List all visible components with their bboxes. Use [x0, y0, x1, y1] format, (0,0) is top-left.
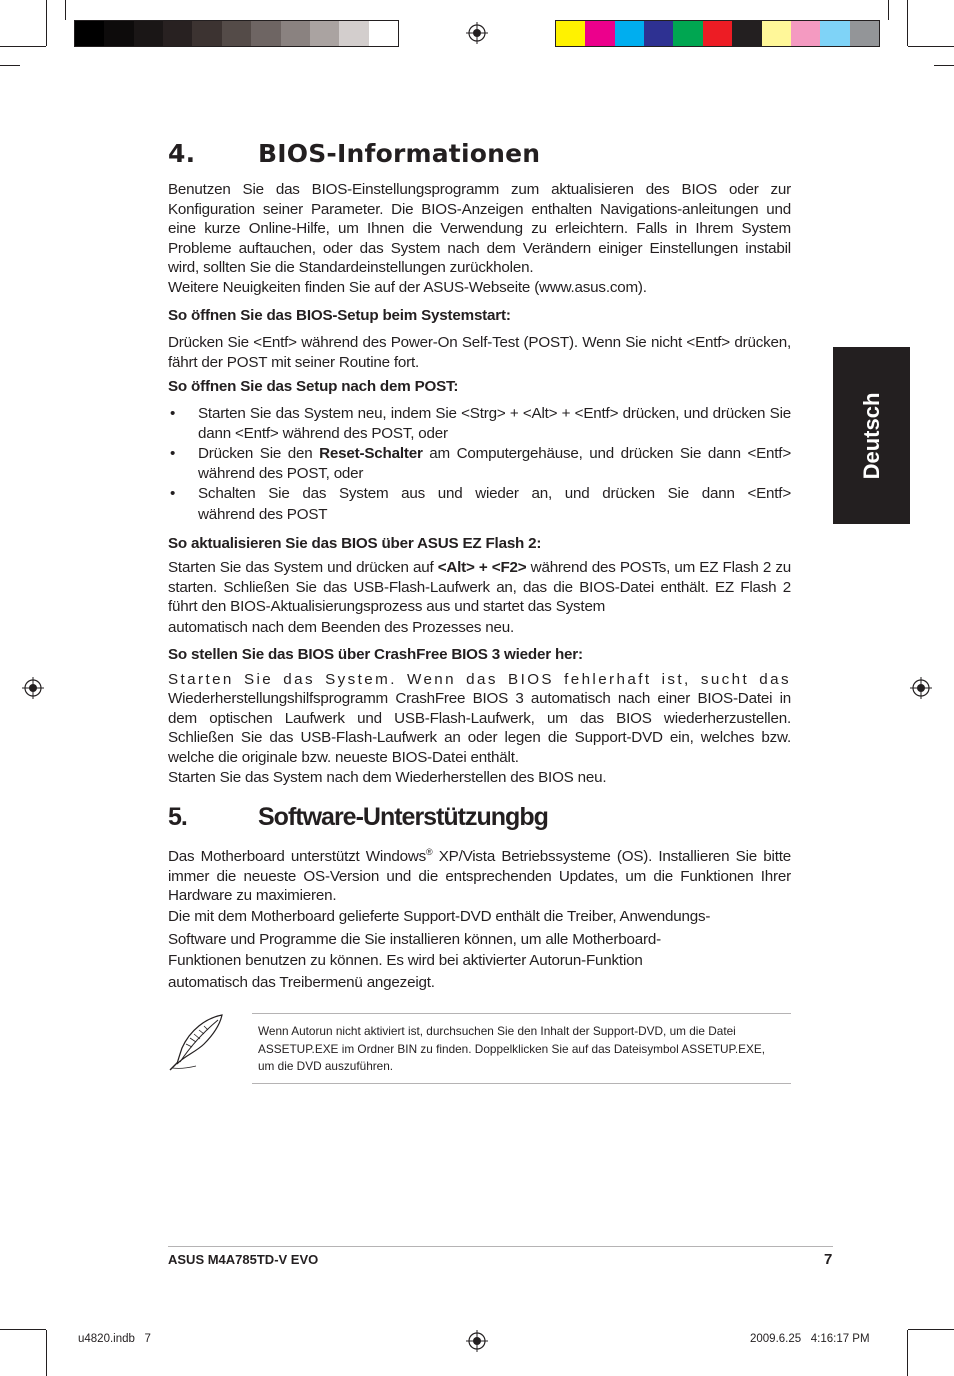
- color-swatch: [791, 21, 820, 46]
- gray-swatch: [339, 21, 368, 46]
- gray-swatch: [222, 21, 251, 46]
- slug-filename: u4820.indb 7: [78, 1333, 151, 1345]
- ez-flash-paragraph: [168, 558, 791, 617]
- color-swatch: [673, 21, 702, 46]
- note-bottom-rule: [252, 1083, 791, 1084]
- registration-mark-icon: [466, 22, 488, 44]
- bullet: •: [170, 485, 176, 502]
- text-part: XP/Vista Betriebssysteme (OS). Installieren Sie bitte immer die neueste OS-Version und die entsprechenden Updates, um die Funktionen Ihrer Hardware zu maximieren.: [168, 848, 791, 905]
- section-4-heading: [168, 139, 540, 168]
- crop-mark: [908, 1329, 954, 1330]
- text-part: Das Motherboard unterstützt Windows: [168, 848, 427, 866]
- website-paragraph: Weitere Neuigkeiten finden Sie auf der ASUS-Webseite (www.asus.com).: [168, 279, 647, 296]
- footer-model-name: ASUS M4A785TD-V EVO: [168, 1252, 319, 1267]
- process-color-bar: [555, 20, 880, 47]
- section-number: 5.: [168, 803, 187, 831]
- crop-mark: [907, 1330, 908, 1376]
- color-swatch: [703, 21, 732, 46]
- page-number: 7: [824, 1251, 833, 1268]
- language-label: Deutsch: [858, 392, 884, 479]
- gray-swatch: [104, 21, 133, 46]
- software-paragraph: [168, 843, 791, 906]
- language-side-tab: [833, 347, 910, 524]
- crop-mark: [934, 65, 954, 66]
- text-part: während des POSTs, um EZ Flash 2 zu starten. Schließen Sie das USB-Flash-Laufwerk an, das die BIOS-Datei enthält. EZ Flash 2 führt den BIOS-Aktualisierungsprozess aus und startet das System: [168, 559, 791, 615]
- gray-swatch: [310, 21, 339, 46]
- bios-setup-start-paragraph: Drücken Sie <Entf> während des Power-On Self-Test (POST). Wenn Sie nicht <Entf> drücken, fährt der POST mit seiner Routine fort.: [168, 334, 791, 371]
- section-number: 4.: [168, 139, 196, 168]
- list-item-text-part: Drücken Sie den: [198, 445, 320, 462]
- crop-mark: [0, 1329, 46, 1330]
- subheading-ez-flash: So aktualisieren Sie das BIOS über ASUS EZ Flash 2:: [168, 535, 542, 552]
- crop-mark: [46, 1330, 47, 1376]
- grayscale-color-bar: [74, 20, 399, 47]
- list-item: [168, 404, 791, 443]
- key-combo: <Alt> + <F2>: [437, 559, 527, 576]
- gray-swatch: [192, 21, 221, 46]
- registration-mark-icon: [22, 677, 44, 699]
- list-item-text-part: am Computergehäuse, und drücken Sie dann <Entf> während des POST, oder: [198, 445, 791, 482]
- crashfree-paragraph-line1: Starten Sie das System. Wenn das BIOS fehlerhaft ist, sucht das: [168, 671, 791, 688]
- gray-swatch: [281, 21, 310, 46]
- color-swatch: [644, 21, 673, 46]
- color-swatch: [732, 21, 761, 46]
- list-item: [168, 484, 791, 504]
- section-title: BIOS-Informationen: [258, 139, 541, 168]
- text-part: Starten Sie das System und drücken auf: [168, 559, 438, 576]
- color-swatch: [820, 21, 849, 46]
- section-5-heading: [168, 803, 548, 832]
- support-dvd-line: automatisch das Treibermenü angezeigt.: [168, 974, 435, 991]
- bullet: •: [170, 445, 176, 462]
- crop-mark: [0, 46, 46, 47]
- list-item-text: während des POST: [198, 506, 328, 523]
- ez-flash-paragraph-end: automatisch nach dem Beenden des Prozesses neu.: [168, 619, 515, 636]
- bullet: •: [170, 405, 176, 422]
- subheading-setup-after-post: So öffnen Sie das Setup nach dem POST:: [168, 378, 459, 395]
- registered-mark: ®: [426, 847, 433, 857]
- intro-paragraph: Benutzen Sie das BIOS-Einstellungsprogramm zum aktualisieren des BIOS oder zur Konfiguration seiner Parameter. Die BIOS-Anzeigen enthalten Navigations-anleitungen und eine kurze Online-Hilfe, um Ihnen die Verwendung zu erleichtern. Falls in Ihrem System Probleme auftauchen, oder das System nach dem Verändern einiger Einstellungen instabil wird, sollten Sie die Standardeinstellungen zurückholen.: [168, 181, 791, 276]
- list-item-text: Schalten Sie das System aus und wieder an, und drücken Sie dann <Entf>: [198, 485, 791, 502]
- reset-switch-label: Reset-Schalter: [319, 445, 423, 462]
- crop-mark: [0, 65, 20, 66]
- color-swatch: [556, 21, 585, 46]
- crop-mark: [46, 0, 47, 46]
- feather-pen-icon: [166, 1012, 228, 1072]
- section-title: Software-Unterstützungbg: [258, 803, 548, 831]
- crop-mark: [908, 46, 954, 47]
- list-item-text: [198, 444, 791, 483]
- gray-swatch: [369, 21, 398, 46]
- color-swatch: [762, 21, 791, 46]
- registration-mark-icon: [466, 1330, 488, 1352]
- gray-swatch: [75, 21, 104, 46]
- restart-paragraph: Starten Sie das System nach dem Wiederherstellen des BIOS neu.: [168, 769, 607, 786]
- crop-mark: [907, 0, 908, 46]
- list-item-text: Starten Sie das System neu, indem Sie <Strg> + <Alt> + <Entf> drücken, und drücken Sie dann <Entf> während des POST, oder: [198, 405, 791, 442]
- list-item-continuation: [168, 505, 791, 525]
- footer-rule: [168, 1246, 833, 1247]
- color-swatch: [585, 21, 614, 46]
- slug-datetime: 2009.6.25 4:16:17 PM: [750, 1333, 870, 1345]
- support-dvd-line: Funktionen benutzen zu können. Es wird bei aktivierter Autorun-Funktion: [168, 952, 643, 969]
- gray-swatch: [163, 21, 192, 46]
- gray-swatch: [134, 21, 163, 46]
- note-text: Wenn Autorun nicht aktiviert ist, durchsuchen Sie den Inhalt der Support-DVD, um die Datei ASSETUP.EXE im Ordner BIN zu finden. Doppelklicken Sie auf das Dateisymbol ASSETUP.EXE, um die DVD auszuführen.: [258, 1024, 766, 1073]
- list-item: [168, 444, 791, 483]
- subheading-bios-setup-start: So öffnen Sie das BIOS-Setup beim Systemstart:: [168, 307, 511, 324]
- registration-mark-icon: [910, 677, 932, 699]
- color-swatch: [615, 21, 644, 46]
- support-dvd-line: Software und Programme die Sie installieren können, um alle Motherboard-: [168, 931, 661, 948]
- crashfree-paragraph: Wiederherstellungshilfsprogramm CrashFree BIOS 3 automatisch nach einer BIOS-Datei in dem optischen Laufwerk und USB-Flash-Laufwerk, um das BIOS wiederherzustellen. Schließen Sie das USB-Flash-Laufwerk an oder legen die Support-DVD ein, welches bzw. welche die originale bzw. neueste BIOS-Datei enthält.: [168, 690, 791, 766]
- gray-swatch: [251, 21, 280, 46]
- crop-mark: [65, 0, 66, 20]
- color-swatch: [850, 21, 879, 46]
- support-dvd-line: Die mit dem Motherboard gelieferte Support-DVD enthält die Treiber, Anwendungs-: [168, 908, 711, 925]
- crop-mark: [888, 0, 889, 20]
- note-top-rule: [252, 1013, 791, 1014]
- subheading-crashfree: So stellen Sie das BIOS über CrashFree BIOS 3 wieder her:: [168, 646, 583, 663]
